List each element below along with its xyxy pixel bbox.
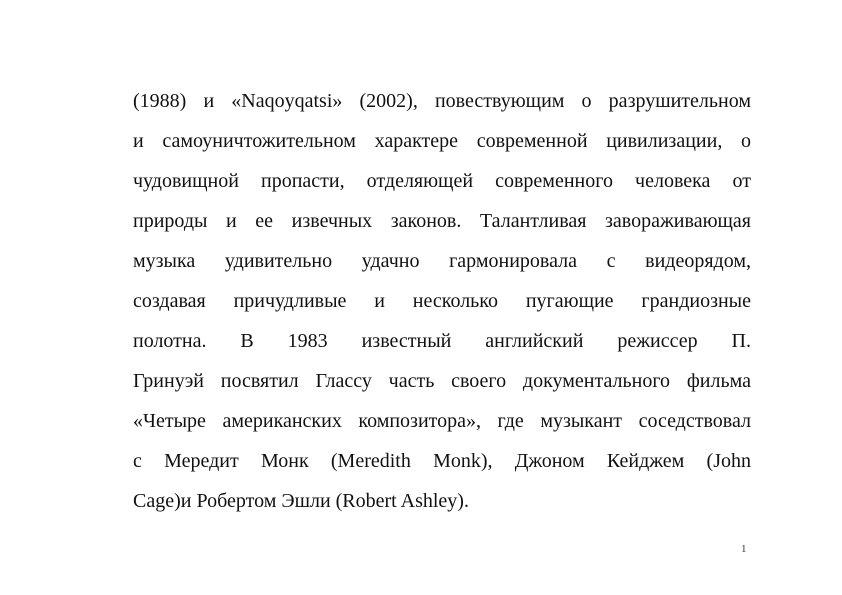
text-line: природы и ее извечных законов. Талантливая завораживающая — [133, 210, 751, 232]
text-line: «Четыре американских композитора», где музыкант соседствовал — [133, 410, 751, 432]
text-line: Гринуэй посвятил Глассу часть своего документального фильма — [133, 370, 751, 392]
text-line: Cage)и Робертом Эшли (Robert Ashley). — [133, 490, 469, 512]
text-line: (1988) и «Naqoyqatsi» (2002), повествующим о разрушительном — [133, 90, 751, 112]
text-line: музыка удивительно удачно гармонировала с видеорядом, — [133, 250, 751, 272]
text-line: и самоуничтожительном характере современной цивилизации, о — [133, 130, 751, 152]
body-text — [133, 86, 751, 526]
page-number: 1 — [741, 543, 747, 555]
text-line: чудовищной пропасти, отделяющей современного человека от — [133, 170, 751, 192]
text-line: создавая причудливые и несколько пугающие грандиозные — [133, 290, 751, 312]
text-line: полотна. В 1983 известный английский режиссер П. — [133, 330, 751, 352]
text-line: с Мередит Монк (Meredith Monk), Джоном Кейджем (John — [133, 450, 751, 472]
